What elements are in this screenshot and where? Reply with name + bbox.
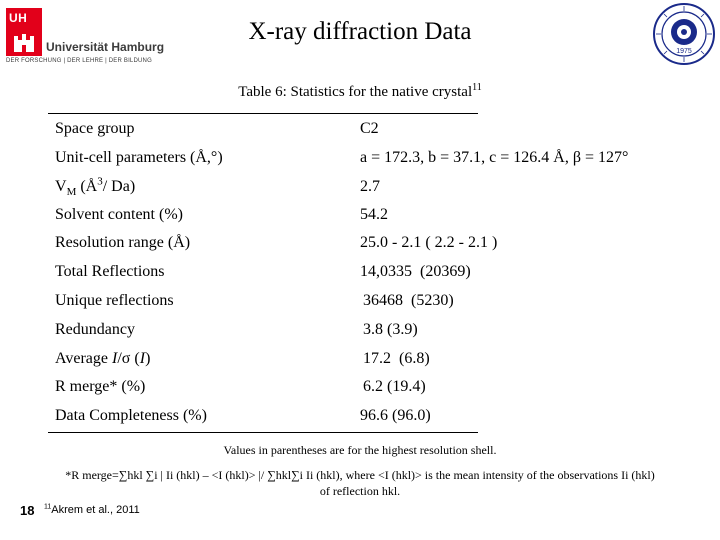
page-number: 18 bbox=[20, 503, 35, 518]
row-value: 96.6 (96.0) bbox=[360, 407, 431, 424]
seal-year: 1975 bbox=[676, 48, 692, 55]
row-value: C2 bbox=[360, 120, 379, 137]
table-row bbox=[55, 292, 695, 321]
table-row bbox=[55, 263, 695, 292]
logo-university-name: Universität Hamburg bbox=[46, 40, 165, 54]
rmerge-footnote: *R merge=∑hkl ∑i | Ii (hkl) – <I (hkl)> |/ ∑hkl∑i Ii (hkl), where <I (hkl)> is the mean intensity of the observations Ii (hkl) of reflection hkl. bbox=[65, 468, 655, 498]
table-note: Values in parentheses are for the highest resolution shell. bbox=[223, 443, 497, 457]
table-top-rule bbox=[48, 113, 478, 114]
reference-number: 11 bbox=[44, 503, 52, 511]
caption-text: Table 6: Statistics for the native crystal bbox=[238, 84, 473, 100]
row-label: Total Reflections bbox=[55, 263, 165, 280]
row-label: Unique reflections bbox=[55, 292, 174, 309]
row-label: $V_M$ ($Å^3/$ Da) bbox=[55, 175, 136, 199]
row-value: 2.7 bbox=[360, 178, 380, 195]
logo-tagline: DER FORSCHUNG | DER LEHRE | DER BILDUNG bbox=[6, 58, 152, 64]
row-label: Space group bbox=[55, 120, 135, 137]
table-caption bbox=[0, 84, 720, 101]
row-label: Redundancy bbox=[55, 321, 135, 338]
table-row bbox=[55, 407, 695, 436]
logo-mark: UH bbox=[9, 11, 28, 25]
table-row bbox=[55, 378, 695, 407]
table-row bbox=[55, 206, 695, 235]
row-label: R merge* (%) bbox=[55, 378, 146, 395]
row-value: 25.0 - 2.1 ( 2.2 - 2.1 ) bbox=[360, 234, 498, 251]
row-label: Solvent content (%) bbox=[55, 206, 183, 223]
row-value: 6.2 (19.4) bbox=[363, 378, 426, 395]
row-value: 36468 (5230) bbox=[363, 292, 454, 309]
row-value: a = 172.3, b = 37.1, c = 126.4 Å, β = 127° bbox=[360, 149, 629, 166]
reference-text: Akrem et al., 2011 bbox=[51, 504, 140, 516]
row-value: 3.8 (3.9) bbox=[363, 321, 418, 338]
table-row bbox=[55, 234, 695, 263]
table-row bbox=[55, 175, 695, 207]
table-row bbox=[55, 149, 695, 178]
row-value: 54.2 bbox=[360, 206, 388, 223]
caption-citation: 11 bbox=[472, 82, 482, 93]
row-value: 17.2 (6.8) bbox=[363, 350, 430, 367]
row-value: 14,0335 (20369) bbox=[360, 263, 471, 280]
table-row bbox=[55, 350, 695, 379]
row-label: Resolution range (Å) bbox=[55, 234, 191, 251]
reference bbox=[44, 504, 140, 516]
table-row bbox=[55, 120, 695, 149]
row-label: Unit-cell parameters (Å,°) bbox=[55, 149, 223, 166]
table-row bbox=[55, 321, 695, 350]
page-title: X-ray diffraction Data bbox=[248, 18, 472, 45]
row-label: Average I/σ (I) bbox=[55, 350, 151, 367]
row-label: Data Completeness (%) bbox=[55, 407, 207, 424]
